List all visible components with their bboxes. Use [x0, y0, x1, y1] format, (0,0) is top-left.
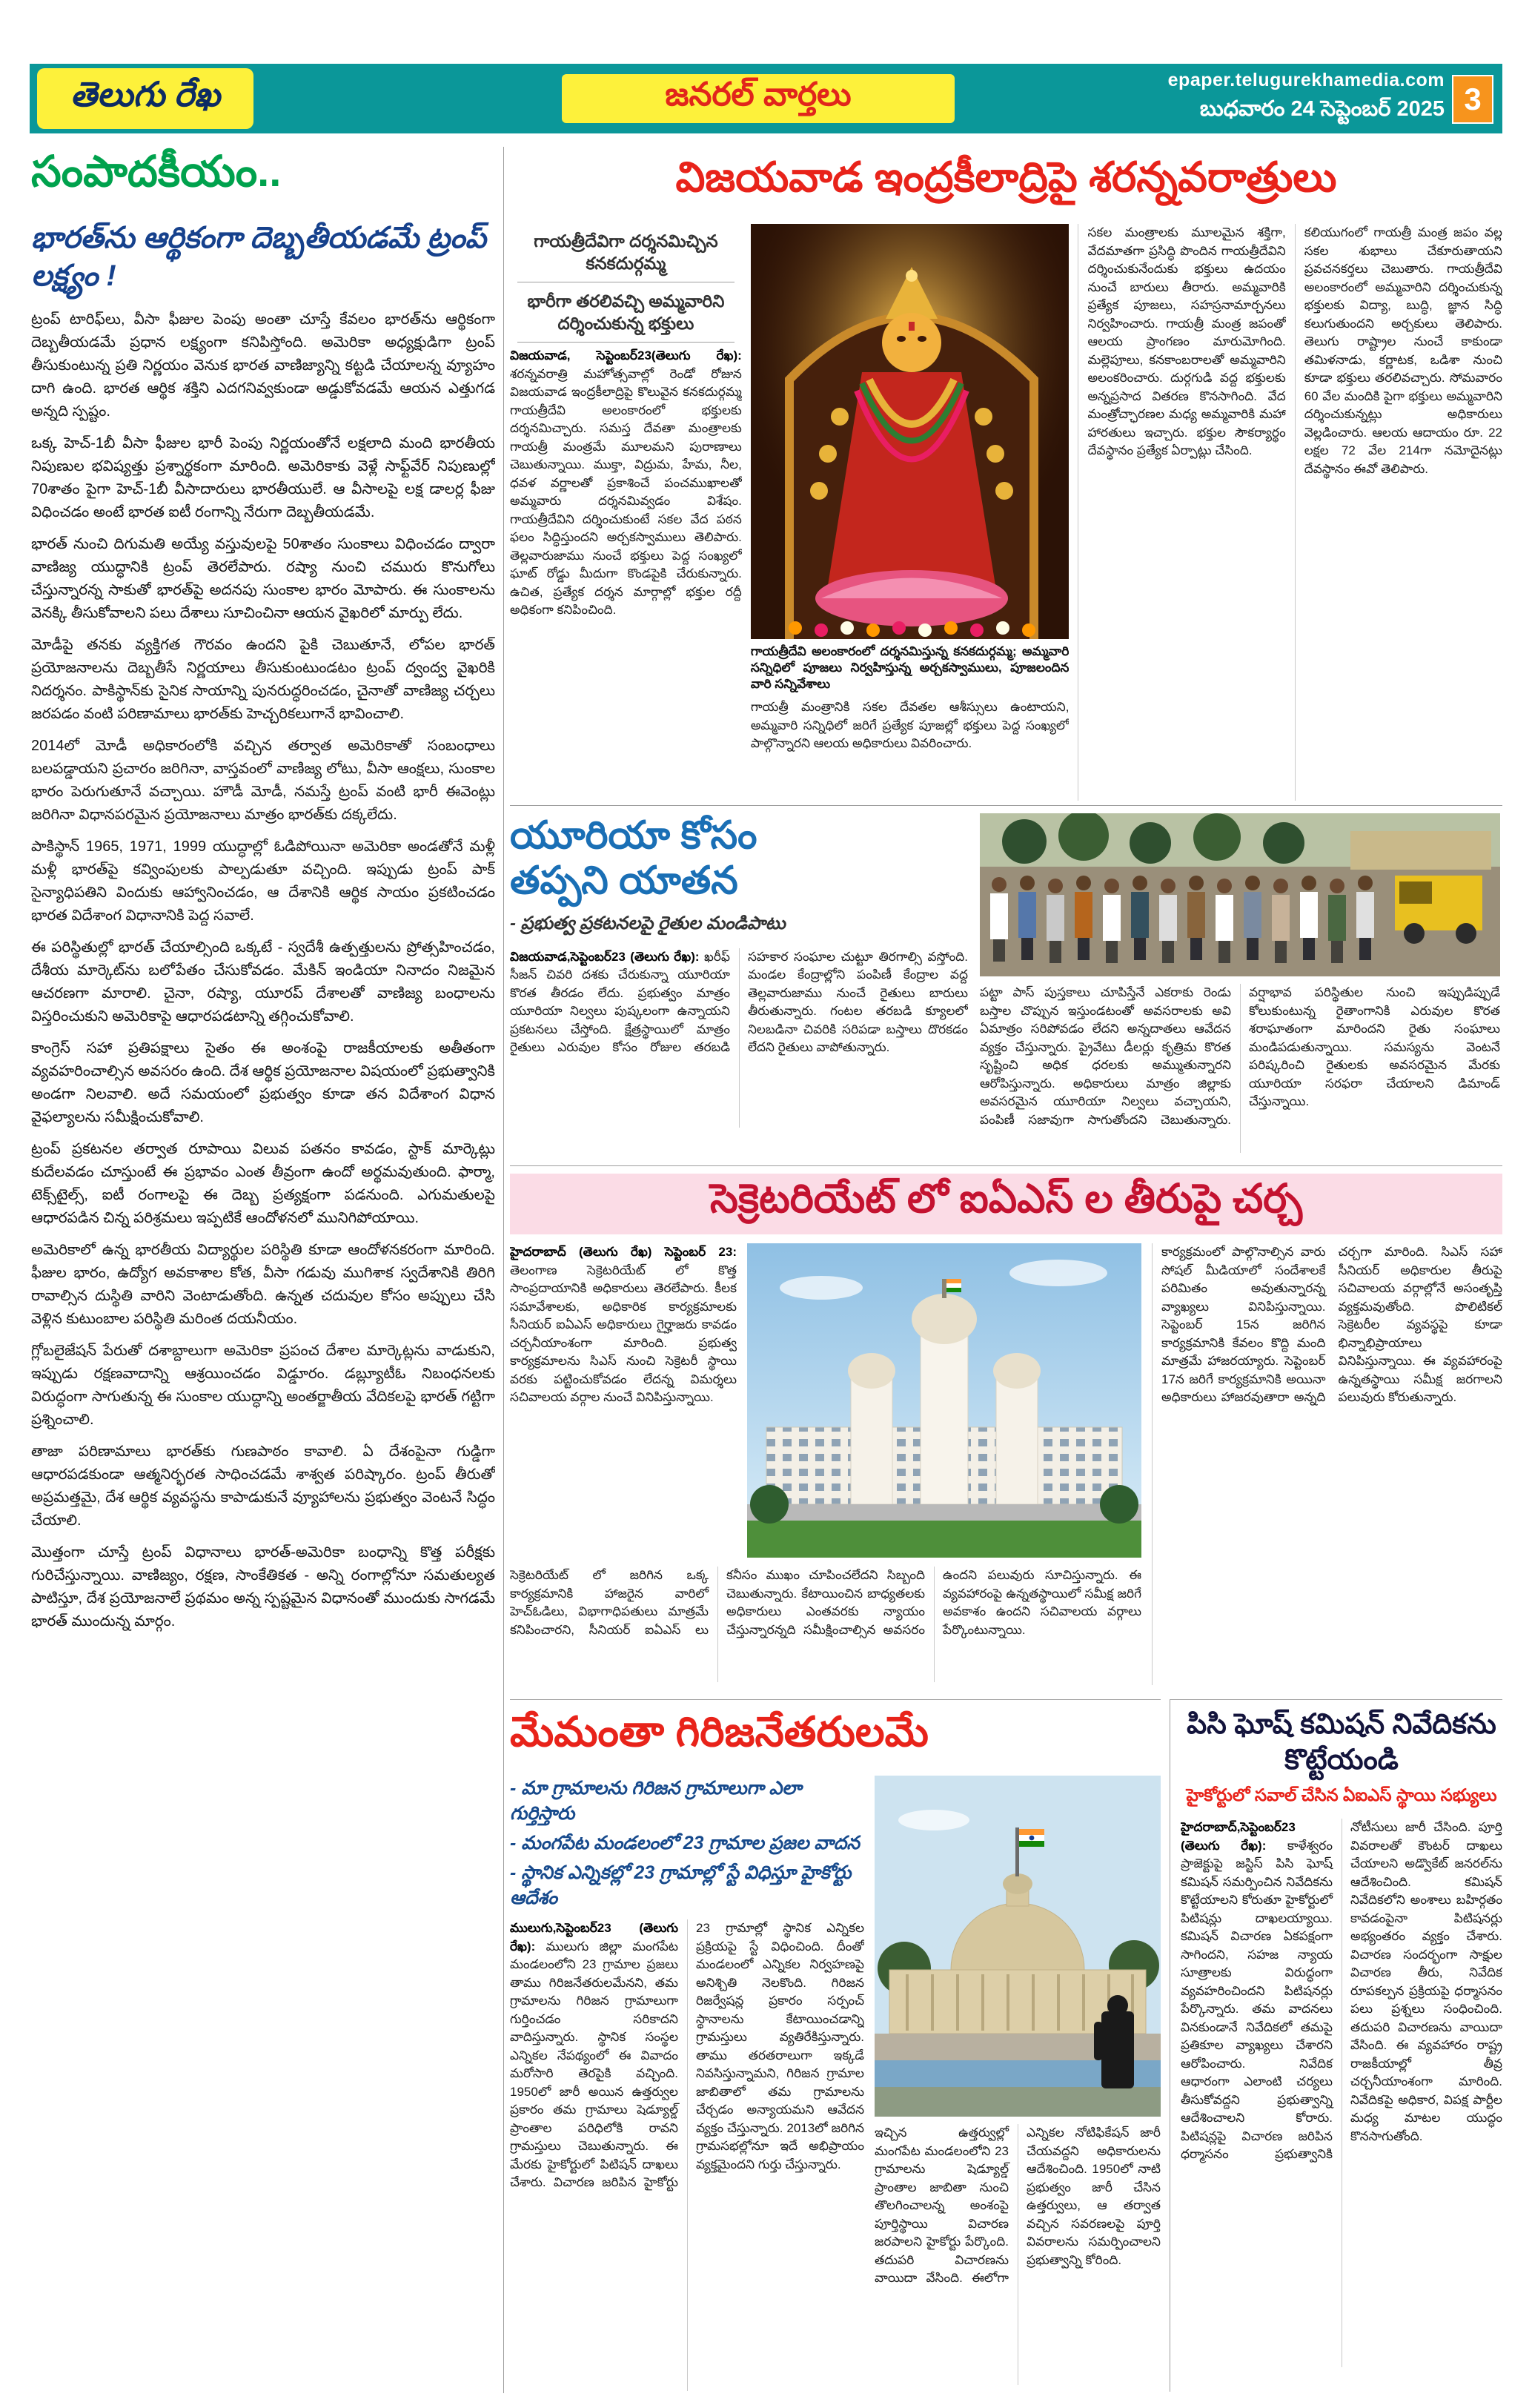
editorial-title: సంపాదకీయం..: [31, 148, 282, 196]
masthead-right: [1168, 70, 1445, 127]
girijan-bullet-3: - స్థానిక ఎన్నికల్లో 23 గ్రామాల్లో స్టే విధిస్తూ హైకోర్టు ఆదేశం: [510, 1862, 852, 1908]
pcghosh-headline: పిసి ఘోష్ కమిషన్ నివేదికను కొట్టేయండి: [1187, 1709, 1496, 1776]
editorial-paragraph: ట్రంప్ ప్రకటనల తర్వాత రూపాయి విలువ పతనం కావడం, స్టాక్ మార్కెట్లు కుదేలవడం చూస్తుంటే ఈ ప్రభావం ఎంత తీవ్రంగా ఉందో అర్థమవుతుంది. ఫార్మా, టెక్స్‌టైల్స్, ఐటీ రంగాలపై ఈ దెబ్బ ప్రత్యక్షంగా పడనుంది. ఎగుమతులపై ఆధారపడిన చిన్న పరిశ్రమలు ఇప్పటికే ఆందోళనలో మునిగిపోయాయి.: [31, 1141, 495, 1227]
secretariat-headline-banner: [510, 1174, 1502, 1234]
dateline: హైదరాబాద్ (తెలుగు రేఖ) సెప్టెంబర్ 23:: [510, 1245, 737, 1259]
pcghosh-body-text: కాళేశ్వరం ప్రాజెక్టుపై జస్టిస్ పిసి ఘోష్ కమిషన్ సమర్పించిన నివేదికను కొట్టేయాలని కోరుతూ హైకోర్టులో పిటిషన్లు దాఖలయ్యాయి. కమిషన్ విచారణ ఏకపక్షంగా సాగిందని, సహజ న్యాయ సూత్రాలకు విరుద్ధంగా వ్యవహరించిందని పిటిషనర్లు పేర్కొన్నారు. తమ వాదనలు వినకుండానే నివేదికలో తమపై ప్రతికూల వ్యాఖ్యలు చేశారని ఆరోపించారు. నివేదిక ఆధారంగా ఎలాంటి చర్యలు తీసుకోవద్దని ప్రభుత్వాన్ని ఆదేశించాలని కోరారు. పిటిషన్లపై విచారణ జరిపిన ధర్మాసనం ప్రభుత్వానికి నోటీసులు జారీ చేసింది. పూర్తి వివరాలతో కౌంటర్ దాఖలు చేయాలని అడ్వొకేట్ జనరల్‌ను ఆదేశించింది. కమిషన్ నివేదికలోని అంశాలు బహిర్గతం కావడంపైనా పిటిషనర్లు అభ్యంతరం వ్యక్తం చేశారు. విచారణ సందర్భంగా సాక్షుల విచారణ తీరు, నివేదిక రూపకల్పన ప్రక్రియపై ధర్మాసనం పలు ప్రశ్నలు సంధించింది. తదుపరి విచారణను వాయిదా వేసింది. ఈ వ్యవహారం రాష్ట్ర రాజకీయాల్లో తీవ్ర చర్చనీయాంశంగా మారింది. నివేదికపై అధికార, విపక్ష పార్టీల మధ్య మాటల యుద్ధం కొనసాగుతోంది.: [1181, 1820, 1502, 2161]
secretariat-headline: సెక్రెటరియేట్ లో ఐఏఎస్ ల తీరుపై చర్చ: [710, 1177, 1302, 1221]
issue-date: బుధవారం 24 సెప్టెంబర్ 2025: [1199, 97, 1445, 121]
urea-headline-line1: యూరియా కోసం: [510, 814, 757, 857]
article-secretariat: [510, 1165, 1502, 1693]
navaratri-photo-column: [751, 224, 1070, 801]
article-girijan: [510, 1699, 1161, 2392]
urea-headline-line2: తప్పని యాతన: [510, 859, 738, 903]
editorial-paragraph: తాజా పరిణామాలు భారత్‌కు గుణపాఠం కావాలి. ఏ దేశంపైనా గుడ్డిగా ఆధారపడకుండా ఆత్మనిర్భరత సాధించడమే శాశ్వత పరిష్కారం. ట్రంప్ తీరుతో అప్రమత్తమై, దేశ ఆర్థిక వ్యవస్థను కాపాడుకునే వ్యూహాలను ప్రభుత్వం వెంటనే సిద్ధం చేయాలి.: [31, 1443, 495, 1529]
section-title-text: జనరల్ వార్తలు: [665, 76, 852, 113]
section-title-badge: [562, 74, 955, 123]
editorial-paragraph: ట్రంప్ టారిఫ్‌లు, వీసా ఫీజుల పెంపు అంతా చూస్తే కేవలం భారత్‌ను ఆర్థికంగా దెబ్బతీయడమే ప్రధాన లక్ష్యంగా కనిపిస్తోంది. అమెరికా అధ్యక్షుడిగా ట్రంప్ తీసుకుంటున్న ప్రతి నిర్ణయం వెనుక భారత వాణిజ్యాన్ని కట్టడి చేయాలన్న వ్యూహం దాగి ఉంది. భారత ఆర్థిక శక్తిని ఎదగనివ్వకుండా అడ్డుకోవడమే ఆయన ఎత్తుగడ అన్నది స్పష్టం.: [31, 311, 495, 420]
secretariat-right-column: [1152, 1243, 1502, 1685]
editorial-paragraph: గ్లోబలైజేషన్ పేరుతో దశాబ్దాలుగా అమెరికా ప్రపంచ దేశాల మార్కెట్లను వాడుకుని, ఇప్పుడు రక్షణవాదాన్ని ఆశ్రయించడం విడ్డూరం. డబ్ల్యూటీఓ నిబంధనలకు విరుద్ధంగా సాగుతున్న ఈ సుంకాల యుద్ధాన్ని అంతర్జాతీయ వేదికలపై భారత్ గట్టిగా ప్రశ్నించాలి.: [31, 1343, 495, 1429]
girijan-right-body: ఇచ్చిన ఉత్తర్వుల్లో మంగపేట మండలంలోని 23 గ్రామాలను షెడ్యూల్డ్ ప్రాంతాల జాబితా నుంచి తొలగించాలన్న అంశంపై పూర్తిస్థాయి విచారణ జరపాలని హైకోర్టు పేర్కొంది. తదుపరి విచారణను వాయిదా వేసింది. ఈలోగా ఎన్నికల నోటిఫికేషన్ జారీ చేయవద్దని అధికారులను ఆదేశించింది. 1950లో నాటి ప్రభుత్వం జారీ చేసిన ఉత్తర్వులు, ఆ తర్వాత వచ్చిన సవరణలపై పూర్తి వివరాలను సమర్పించాలని ప్రభుత్వాన్ని కోరింది.: [875, 2126, 1161, 2285]
urea-left-block: [510, 813, 968, 1161]
editorial-body: [31, 308, 495, 2340]
navaratri-column-2: సకల మంత్రాలకు మూలమైన శక్తిగా, వేదమాతగా ప్రసిద్ధి పొందిన గాయత్రీదేవిని దర్శించుకునేందుకు భక్తులు ఉదయం నుంచే బారులు తీరారు. అమ్మవారికి ప్రత్యేక పూజలు, సహస్రనామార్చనలు నిర్వహించారు. గాయత్రీ మంత్ర జపంతో ఆలయ ప్రాంగణం మారుమోగింది. మల్లెపూలు, కనకాంబరాలతో అమ్మవారిని అలంకరించారు. దుర్గగుడి వద్ద భక్తులకు అన్నప్రసాద వితరణ కొనసాగింది. వేద మంత్రోచ్ఛారణల మధ్య అమ్మవారికి మహా హారతులు ఇచ్చారు. భక్తుల సౌకర్యార్థం దేవస్థానం ప్రత్యేక ఏర్పాట్లు చేసింది.: [1078, 224, 1285, 801]
girijan-left-block: [510, 1776, 864, 2391]
goddess-photo-caption: గాయత్రీదేవి అలంకారంలో దర్శనమిస్తున్న కనకదుర్గమ్మ; అమ్మవారి సన్నిధిలో పూజలు నిర్వహిస్తున్న అర్చకస్వాములు, పూజలందిన వారి సన్నివేశాలు: [750, 644, 1070, 691]
urea-subheadline: - ప్రభుత్వ ప్రకటనలపై రైతుల మండిపాటు: [510, 913, 786, 933]
farmers-queue-photo: [980, 813, 1500, 976]
editorial-paragraph: 2014లో మోడీ అధికారంలోకి వచ్చిన తర్వాత అమెరికాతో సంబంధాలు బలపడ్డాయని ప్రచారం జరిగినా, వాస్తవంలో వాణిజ్య లోటు, వీసా ఆంక్షలు, సుంకాల భారం పెరుగుతూనే వచ్చాయి. హౌడీ మోడీ, నమస్తే ట్రంప్ వంటి భారీ ఈవెంట్లు జరిగినా విధానపరమైన ప్రయోజనాలు మాత్రం భారత్‌కు దక్కలేదు.: [31, 738, 495, 824]
court-building-photo: [875, 1776, 1161, 2117]
dateline: ములుగు,సెప్టెంబర్23 (తెలుగు రేఖ):: [510, 1921, 678, 1954]
girijan-left-body: [510, 1919, 864, 2391]
pcghosh-body: [1181, 1819, 1502, 2367]
editorial-paragraph: పాకిస్థాన్ 1965, 1971, 1999 యుద్ధాల్లో ఓడిపోయినా అమెరికా అండతోనే మళ్లీ మళ్లీ భారత్‌పై కవ్వింపులకు పాల్పడుతూ వచ్చింది. ఇప్పుడు ట్రంప్ పాక్ సైన్యాధిపతిని విందుకు ఆహ్వానించడం, ఆ దేశానికి ఆర్థిక సాయం ప్రకటించడం భారత విదేశాంగ విధానానికి పెద్ద సవాలే.: [31, 838, 495, 924]
article-pcghosh: [1170, 1699, 1502, 2392]
secretariat-building-photo: [747, 1243, 1141, 1558]
pcghosh-subheadline: హైకోర్టులో సవాల్ చేసిన ఏఐఎస్ స్థాయి సభ్యులు: [1186, 1785, 1497, 1805]
editorial-paragraph: అమెరికాలో ఉన్న భారతీయ విద్యార్థుల పరిస్థితి కూడా ఆందోళనకరంగా మారింది. ఫీజుల భారం, ఉద్యోగ అవకాశాల కోత, వీసా గడువు ముగిశాక స్వదేశానికి తిరిగి రావాల్సిన దుస్థితి వారిని వెంటాడుతోంది. ఉన్నత చదువుల కోసం అప్పులు చేసి వెళ్లిన కుటుంబాల పరిస్థితి మరింత దయనీయం.: [31, 1242, 495, 1328]
main-column-divider: [503, 147, 504, 2393]
secretariat-left-column: [510, 1243, 737, 1558]
lead-divider: [517, 342, 735, 343]
girijan-bullet-2: - మంగపేట మండలంలో 23 గ్రామాల ప్రజల వాదన: [510, 1833, 860, 1853]
dateline: హైదరాబాద్,సెప్టెంబర్23 (తెలుగు రేఖ):: [1181, 1820, 1296, 1853]
editorial-column: [31, 147, 495, 2378]
epaper-url: epaper.telugurekhamedia.com: [1167, 70, 1445, 90]
navaratri-lead-1: గాయత్రీదేవిగా దర్శనమిచ్చిన కనకదుర్గమ్మ: [534, 231, 718, 273]
paper-logo: [37, 68, 253, 129]
masthead: [30, 64, 1502, 133]
goddess-photo: [751, 224, 1070, 639]
girijan-headline: మేమంతా గిరిజనేతరులమే: [510, 1708, 929, 1755]
navaratri-lead-2: భారీగా తరలివచ్చి అమ్మవారిని దర్శించుకున్న భక్తులు: [527, 291, 725, 333]
dateline: విజయవాడ, సెప్టెంబర్23(తెలుగు రేఖ):: [510, 348, 742, 363]
dateline: విజయవాడ,సెప్టెంబర్23 (తెలుగు రేఖ):: [510, 949, 700, 964]
editorial-subtitle: భారత్‌ను ఆర్థికంగా దెబ్బతీయడమే ట్రంప్ లక్ష్యం !: [31, 222, 486, 293]
paper-logo-text: తెలుగు రేఖ: [70, 75, 220, 113]
editorial-paragraph: మొత్తంగా చూస్తే ట్రంప్ విధానాలు భారత్-అమెరికా బంధాన్ని కొత్త పరీక్షకు గురిచేస్తున్నాయి. వాణిజ్యం, రక్షణ, సాంకేతికత - అన్ని రంగాల్లోనూ సమతుల్యత పాటిస్తూ, దేశ ప్రయోజనాలే ప్రథమం అన్న స్పష్టమైన విధానంతో ముందుకు సాగడమే భారత్ ముందున్న మార్గం.: [31, 1544, 495, 1630]
editorial-paragraph: మోడీపై తనకు వ్యక్తిగత గౌరవం ఉందని పైకి చెబుతూనే, లోపల భారత్ ప్రయోజనాలను దెబ్బతీసే నిర్ణయాలు తీసుకుంటుండటం ట్రంప్ ద్వంద్వ వైఖరికి నిదర్శనం. పాకిస్థాన్‌కు సైనిక సాయాన్ని పునరుద్ధరించడం, చైనాతో వాణిజ్య చర్చలు జరపడం వంటి పరిణామాలు భారత్‌కు హెచ్చరికలుగానే భావించాలి.: [31, 637, 495, 723]
navaratri-headline: విజయవాడ ఇంద్రకీలాద్రిపై శరన్నవరాత్రులు: [675, 153, 1337, 200]
urea-left-body: [510, 948, 968, 1128]
navaratri-lead-text: శరన్నవరాత్రి మహోత్సవాల్లో రెండో రోజున విజయవాడ ఇంద్రకీలాద్రిపై కొలువైన కనకదుర్గమ్మ గాయత్రీదేవి అలంకారంలో భక్తులకు దర్శనమిచ్చారు. సమస్త దేవతా మంత్రాలకు గాయత్రీ మంత్రమే మూలమని పురాణాలు చెబుతున్నాయి. ముక్తా, విద్రుమ, హేమ, నీల, ధవళ వర్ణాలతో ప్రకాశించే పంచముఖాలతో అమ్మవారు దర్శనమివ్వడం విశేషం. గాయత్రీదేవిని దర్శించుకుంటే సకల వేద పఠన ఫలం సిద్ధిస్తుందని అర్చకస్వాములు తెలిపారు. తెల్లవారుజాము నుంచే భక్తులు పెద్ద సంఖ్యలో ఘాట్ రోడ్డు మీదుగా కొండపైకి చేరుకున్నారు. ఉచిత, ప్రత్యేక దర్శన మార్గాల్లో భక్తుల రద్దీ అధికంగా కనిపించింది.: [510, 366, 742, 617]
editorial-paragraph: ఒక్క హెచ్-1బీ వీసా ఫీజుల భారీ పెంపు నిర్ణయంతోనే లక్షలాది మంది భారతీయ నిపుణుల భవిష్యత్తు ప్రశ్నార్థకంగా మారింది. అమెరికాకు వెళ్లే సాఫ్ట్‌వేర్ నిపుణుల్లో 70శాతం పైగా హెచ్-1బీ వీసాదారులు భారతీయులే. ఆ వీసాలపై లక్ష డాలర్ల ఫీజు విధించడం అంటే భారత ఐటీ రంగాన్ని నేరుగా దెబ్బతీయడమే.: [31, 435, 495, 521]
girijan-right-block: [875, 1776, 1161, 2391]
navaratri-mid-text: గాయత్రీ మంత్రానికి సకల దేవతల ఆశీస్సులు ఉంటాయని, అమ్మవారి సన్నిధిలో జరిగే ప్రత్యేక పూజల్లో భక్తులు పెద్ద సంఖ్యలో పాల్గొన్నారని ఆలయ అధికారులు వివరించారు.: [750, 700, 1070, 750]
girijan-left-text: ములుగు జిల్లా మంగపేట మండలంలోని 23 గ్రామాల ప్రజలు తాము గిరిజనేతరులమేనని, తమ గ్రామాలను గిరిజన గ్రామాలుగా గుర్తించడం సరికాదని వాదిస్తున్నారు. స్థానిక సంస్థల ఎన్నికల నేపథ్యంలో ఈ వివాదం మరోసారి తెరపైకి వచ్చింది. 1950లో జారీ అయిన ఉత్తర్వుల ప్రకారం తమ గ్రామాలు షెడ్యూల్డ్ ప్రాంతాల పరిధిలోకి రావని గ్రామస్తులు చెబుతున్నారు. ఈ మేరకు హైకోర్టులో పిటిషన్ దాఖలు చేశారు. విచారణ జరిపిన హైకోర్టు 23 గ్రామాల్లో స్థానిక ఎన్నికల ప్రక్రియపై స్టే విధించింది. దీంతో మండలంలో ఎన్నికల నిర్వహణపై అనిశ్చితి నెలకొంది. గిరిజన రిజర్వేషన్ల ప్రకారం సర్పంచ్ స్థానాలను కేటాయించడాన్ని గ్రామస్తులు వ్యతిరేకిస్తున్నారు. తాము తరతరాలుగా ఇక్కడే నివసిస్తున్నామని, గిరిజన గ్రామాల జాబితాలో తమ గ్రామాలను చేర్చడం అన్యాయమని ఆవేదన వ్యక్తం చేస్తున్నారు. 2013లో జరిగిన గ్రామసభల్లోనూ ఇదే అభిప్రాయం వ్యక్తమైందని గుర్తు చేస్తున్నారు.: [510, 1921, 864, 2189]
urea-left-text: ఖరీఫ్ సీజన్ చివరి దశకు చేరుకున్నా యూరియా కొరత తీరడం లేదు. ప్రభుత్వం మాత్రం యూరియా నిల్వలు పుష్కలంగా ఉన్నాయని ప్రకటనలు చేస్తోంది. క్షేత్రస్థాయిలో మాత్రం రైతులు ఎరువుల కోసం రోజుల తరబడి సహకార సంఘాల చుట్టూ తిరగాల్సి వస్తోంది. మండల కేంద్రాల్లోని పంపిణీ కేంద్రాల వద్ద తెల్లవారుజాము నుంచే రైతులు బారులు తీరుతున్నారు. గంటల తరబడి క్యూలలో నిలబడినా చివరికి సరిపడా బస్తాలు దొరకడం లేదని రైతులు వాపోతున్నారు.: [510, 949, 968, 1055]
urea-right-body: పట్టా పాస్ పుస్తకాలు చూపిస్తేనే ఎకరాకు రెండు బస్తాల చొప్పున ఇస్తుండటంతో అవసరాలకు అవి ఏమాత్రం సరిపోవడం లేదని అన్నదాతలు ఆవేదన వ్యక్తం చేస్తున్నారు. ప్రైవేటు డీలర్లు కృత్రిమ కొరత సృష్టించి అధిక ధరలకు అమ్ముతున్నారని ఆరోపిస్తున్నారు. అధికారులు మాత్రం జిల్లాకు అవసరమైన యూరియా నిల్వలు వచ్చాయని, పంపిణీ సజావుగా సాగుతోందని చెబుతున్నారు. వర్షాభావ పరిస్థితుల నుంచి ఇప్పుడిప్పుడే కోలుకుంటున్న రైతాంగానికి ఎరువుల కొరత శరాఘాతంగా మారిందని రైతు సంఘాలు మండిపడుతున్నాయి. సమస్యను వెంటనే పరిష్కరించి రైతులకు అవసరమైన మేరకు యూరియా సరఫరా చేయాలని డిమాండ్ చేస్తున్నాయి.: [980, 985, 1500, 1127]
secretariat-right-text: కార్యక్రమంలో పాల్గొనాల్సిన వారు సోషల్ మీడియాలో సందేశాలకే పరిమితం అవుతున్నారన్న వ్యాఖ్యలు వినిపిస్తున్నాయి. సెప్టెంబర్ 15న జరిగిన కార్యక్రమానికి కేవలం కొద్ది మంది మాత్రమే హాజరయ్యారు. సెప్టెంబర్ 17న జరిగే కార్యక్రమానికి అయినా అధికారులు హాజరవుతారా అన్నది చర్చగా మారింది. సిఎస్ సహా సీనియర్ అధికారుల తీరుపై సచివాలయ వర్గాల్లోనే అసంతృప్తి వ్యక్తమవుతోంది. పొలిటికల్ సెక్రెటరీల వ్యవస్థపై కూడా భిన్నాభిప్రాయాలు వినిపిస్తున్నాయి. ఈ వ్యవహారంపై ఉన్నతస్థాయి సమీక్ష జరగాలని పలువురు కోరుతున్నారు.: [1161, 1245, 1502, 1404]
article-navaratri: [510, 153, 1502, 801]
editorial-paragraph: భారత్ నుంచి దిగుమతి అయ్యే వస్తువులపై 50శాతం సుంకాలు విధించడం ద్వారా వాణిజ్య యుద్ధానికి ట్రంప్ తెరలేపారు. రష్యా నుంచి చమురు కొనుగోలు చేస్తున్నారన్న సాకుతో భారత్‌పై అదనపు సుంకాల భారం మోపారు. ఈ సుంకాలను వెనక్కి తీసుకోవాలని పలు దేశాలు సూచించినా ఆయన వైఖరిలో మార్పు లేదు.: [31, 536, 495, 622]
editorial-paragraph: కాంగ్రెస్ సహా ప్రతిపక్షాలు సైతం ఈ అంశంపై రాజకీయాలకు అతీతంగా వ్యవహరించాల్సిన అవసరం ఉంది. దేశ ఆర్థిక ప్రయోజనాల విషయంలో ప్రభుత్వానికి అండగా నిలవాలి. అదే సమయంలో ప్రభుత్వం కూడా తన విదేశాంగ విధాన వైఫల్యాలను సమీక్షించుకోవాలి.: [31, 1040, 495, 1126]
girijan-bullet-1: - మా గ్రామాలను గిరిజన గ్రామాలుగా ఎలా గుర్తిస్తారు: [510, 1778, 802, 1824]
article-urea: [510, 805, 1502, 1161]
page-number-badge: [1452, 75, 1493, 124]
navaratri-column-3: కలియుగంలో గాయత్రీ మంత్ర జపం వల్ల సకల శుభాలు చేకూరుతాయని ప్రవచనకర్తలు చెబుతారు. గాయత్రీదేవి అలంకారంలో అమ్మవారిని దర్శించుకున్న భక్తులకు విద్యా, బుద్ధి, జ్ఞాన సిద్ధి కలుగుతుందని అర్చకులు తెలిపారు. తెలుగు రాష్ట్రాల నుంచే కాకుండా తమిళనాడు, కర్ణాటక, ఒడిశా నుంచి కూడా భక్తులు తరలివచ్చారు. సోమవారం 60 వేల మందికి పైగా భక్తులు అమ్మవారిని దర్శించుకున్నట్లు అధికారులు వెల్లడించారు. ఆలయ ఆదాయం రూ. 22 లక్షల 72 వేల 214గా నమోదైనట్లు దేవస్థానం ఈవో తెలిపారు.: [1295, 224, 1502, 801]
secretariat-left-text: తెలంగాణ సెక్రెటరియేట్ లో కొత్త సాంప్రదాయానికి అధికారులు తెరలేపారు. కీలక సమావేశాలకు, అధికారిక కార్యక్రమాలకు సీనియర్ ఐఏఎస్ అధికారులు గైర్హాజరు కావడం చర్చనీయాంశంగా మారింది. ప్రభుత్వ కార్యక్రమాలను సిఎస్ నుంచి సెక్రెటరీ స్థాయి వరకు పట్టించుకోవడం లేదన్న విమర్శలు సచివాలయ వర్గాల నుంచే వినిపిస్తున్నాయి.: [510, 1263, 737, 1404]
page-number: 3: [1464, 82, 1482, 116]
navaratri-lead-column: [510, 224, 742, 801]
navaratri-lead-body: [510, 347, 742, 620]
editorial-paragraph: ఈ పరిస్థితుల్లో భారత్ చేయాల్సింది ఒక్కటే - స్వదేశీ ఉత్పత్తులను ప్రోత్సహించడం, దేశీయ మార్కెట్‌ను బలోపేతం చేసుకోవడం. మేకిన్ ఇండియా నినాదం నిజమైన ఆచరణగా మారాలి. చైనా, రష్యా, యూరప్ దేశాలతో వాణిజ్య బంధాలను విస్తరించుకుని అమెరికాపై ఆధారపడటాన్ని తగ్గించుకోవాలి.: [31, 939, 495, 1025]
secretariat-bottom-text: సెక్రెటరియేట్ లో జరిగిన ఒక్క కార్యక్రమానికి హాజరైన వారిలో హెచ్ఓడిలు, విభాగాధిపతులు మాత్రమే కనిపించారని, సీనియర్ ఐఏఎస్ లు కనీసం ముఖం చూపించలేదని సిబ్బంది చెబుతున్నారు. కేటాయించిన బాధ్యతలకు అధికారులు ఎంతవరకు న్యాయం చేస్తున్నారన్నది సమీక్షించాల్సిన అవసరం ఉందని పలువురు సూచిస్తున్నారు. ఈ వ్యవహారంపై ఉన్నతస్థాయిలో సమీక్ష జరిగే అవకాశం ఉందని సచివాలయ వర్గాలు పేర్కొంటున్నాయి.: [510, 1568, 1141, 1637]
urea-right-block: [980, 813, 1500, 1161]
